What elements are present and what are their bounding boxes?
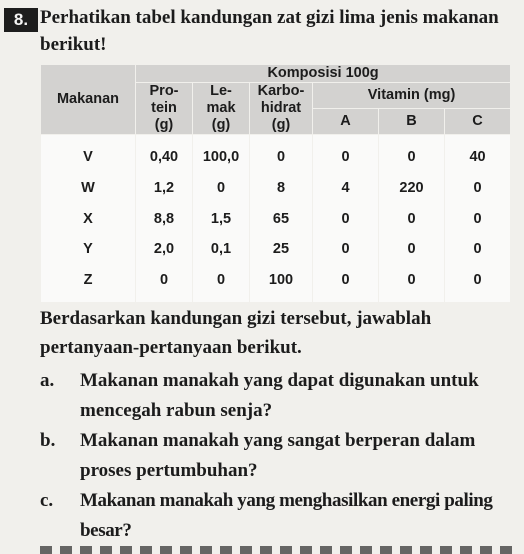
item-text: Makanan manakah yang menghasilkan energi paling besar? xyxy=(80,490,493,541)
cell-karbohidrat: 0 xyxy=(250,135,313,174)
item-text: Makanan manakah yang dapat digunakan untuk mencegah rabun senja? xyxy=(80,370,479,421)
header-makanan: Makanan xyxy=(41,65,136,135)
header-vit-c: C xyxy=(445,109,511,135)
table-row-w xyxy=(41,173,511,203)
header-karbohidrat-line-2: hidrat xyxy=(260,100,302,116)
cell-vit-a: 0 xyxy=(313,264,379,302)
cell-protein: 0,40 xyxy=(136,135,193,174)
cell-vit-a: 0 xyxy=(313,135,379,174)
table-row-y xyxy=(41,234,511,264)
header-protein-line-2: tein xyxy=(151,100,177,116)
cell-vit-a: 4 xyxy=(313,173,379,203)
cell-vit-c: 40 xyxy=(445,135,511,174)
cell-lemak: 100,0 xyxy=(193,135,250,174)
cell-makanan: Z xyxy=(41,264,136,302)
question-prompt: Berdasarkan kandungan gizi tersebut, jawablah pertanyaan-pertanyaan berikut. xyxy=(40,308,432,358)
header-komposisi: Komposisi 100g xyxy=(136,65,511,83)
cell-vit-c: 0 xyxy=(445,203,511,233)
cell-karbohidrat: 65 xyxy=(250,203,313,233)
cell-protein: 8,8 xyxy=(136,203,193,233)
cell-vit-c: 0 xyxy=(445,173,511,203)
cell-lemak: 0,1 xyxy=(193,234,250,264)
cell-vit-b: 0 xyxy=(379,264,445,302)
item-letter: a. xyxy=(40,370,55,391)
header-vit-b: B xyxy=(379,109,445,135)
header-protein-line-1: Pro- xyxy=(149,83,179,99)
cell-protein: 1,2 xyxy=(136,173,193,203)
item-letter: c. xyxy=(40,490,54,511)
table-row-x xyxy=(41,203,511,233)
cell-makanan: Y xyxy=(41,234,136,264)
header-karbohidrat-line-1: Karbo- xyxy=(257,83,305,99)
header-karbohidrat xyxy=(250,83,313,135)
cell-lemak: 0 xyxy=(193,173,250,203)
cell-protein: 0 xyxy=(136,264,193,302)
cell-vit-b: 0 xyxy=(379,234,445,264)
header-vit-a: A xyxy=(313,109,379,135)
header-lemak-line-3: (g) xyxy=(211,117,231,133)
question-list xyxy=(40,366,518,546)
header-lemak xyxy=(193,83,250,135)
item-text: Makanan manakah yang sangat berperan dalam proses pertumbuhan? xyxy=(80,430,476,481)
list-item xyxy=(40,486,518,546)
list-item xyxy=(40,366,518,426)
header-lemak-line-2: mak xyxy=(206,100,236,116)
cutoff-text-fragment xyxy=(40,546,520,554)
table-row-v xyxy=(41,135,511,174)
cell-makanan: W xyxy=(41,173,136,203)
cell-vit-a: 0 xyxy=(313,234,379,264)
cell-karbohidrat: 8 xyxy=(250,173,313,203)
header-protein-line-3: (g) xyxy=(154,117,174,133)
list-item xyxy=(40,426,518,486)
header-lemak-line-1: Le- xyxy=(210,83,232,99)
nutrition-table xyxy=(40,64,511,302)
cell-protein: 2,0 xyxy=(136,234,193,264)
cell-vit-c: 0 xyxy=(445,234,511,264)
question-intro: Perhatikan tabel kandungan zat gizi lima jenis makanan berikut! xyxy=(40,7,499,55)
cell-karbohidrat: 25 xyxy=(250,234,313,264)
cell-lemak: 1,5 xyxy=(193,203,250,233)
item-letter: b. xyxy=(40,430,56,451)
cell-makanan: X xyxy=(41,203,136,233)
cell-lemak: 0 xyxy=(193,264,250,302)
header-protein xyxy=(136,83,193,135)
table-row-z xyxy=(41,264,511,302)
cell-vit-b: 220 xyxy=(379,173,445,203)
header-karbohidrat-line-3: (g) xyxy=(271,117,291,133)
cell-vit-b: 0 xyxy=(379,135,445,174)
header-vitamin: Vitamin (mg) xyxy=(313,83,511,109)
question-number: 8. xyxy=(4,8,38,32)
cell-vit-a: 0 xyxy=(313,203,379,233)
cell-vit-b: 0 xyxy=(379,203,445,233)
cell-vit-c: 0 xyxy=(445,264,511,302)
cell-makanan: V xyxy=(41,135,136,174)
cell-karbohidrat: 100 xyxy=(250,264,313,302)
